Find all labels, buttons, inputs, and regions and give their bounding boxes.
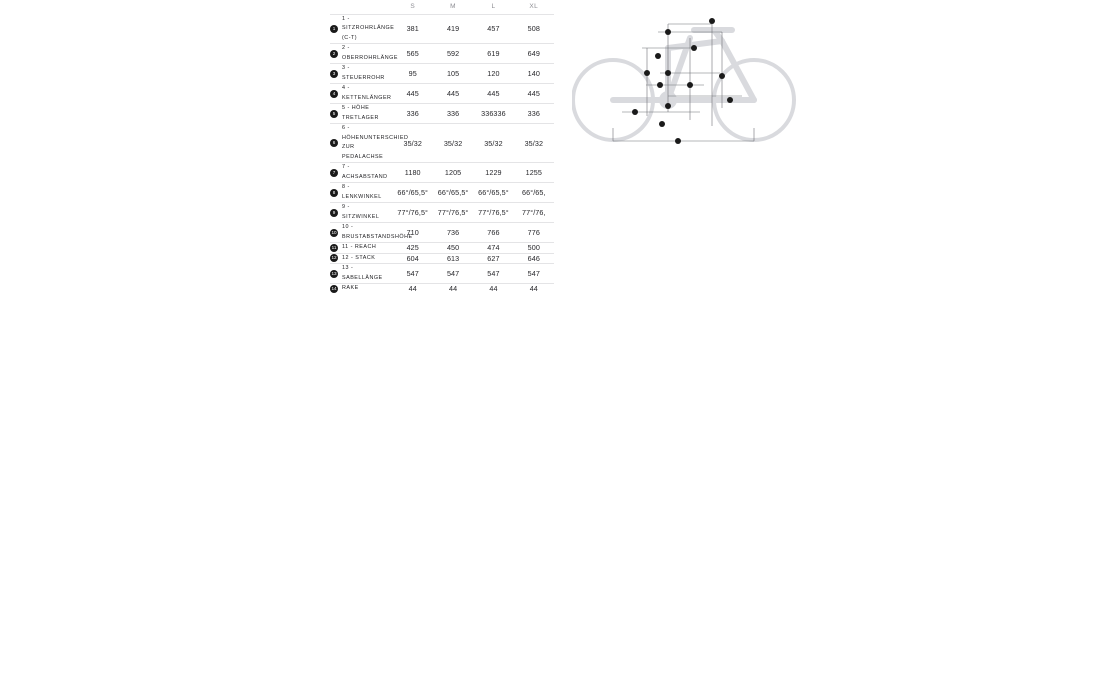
row-number-badge: 11 — [331, 244, 337, 250]
row-number-badge: 3 — [330, 70, 338, 78]
table-cell: 547 — [527, 269, 540, 278]
table-cell: 457 — [487, 24, 500, 34]
table-header-row — [330, 0, 554, 14]
table-cell: 445 — [406, 89, 419, 98]
table-cell: 336 — [527, 109, 540, 118]
table-cell: 547 — [446, 269, 460, 278]
table-cell: 1229 — [485, 168, 502, 177]
row-label-cell — [330, 64, 393, 84]
table-cell: 1205 — [444, 168, 462, 177]
row-label: 6 - HÖHENUNTERSCHIED ZUR PEDALACHSE — [342, 125, 409, 160]
table-row — [330, 243, 554, 254]
row-label: 9 - SITZWINKEL — [342, 204, 380, 220]
table-cell: 66°/65,5° — [478, 188, 509, 197]
table-cell: 77°/76,5° — [397, 208, 429, 217]
row-label: 2 - OBERROHRLÄNGE — [342, 45, 398, 61]
table-cell: 565 — [406, 49, 419, 58]
table-cell: 336336 — [481, 109, 506, 118]
row-number-badge: 4 — [330, 90, 338, 98]
table-cell: 66°/65,5° — [437, 188, 469, 197]
table-cell: 547 — [406, 269, 419, 278]
table-cell: 776 — [527, 228, 540, 237]
table-row — [330, 44, 554, 64]
table-cell: 336 — [406, 109, 419, 118]
table-row — [330, 284, 554, 294]
table-cell: 35/32 — [443, 138, 463, 148]
bike-geometry-diagram — [572, 8, 802, 148]
geometry-table — [330, 0, 554, 294]
row-label: 10 - BRUSTABSTANDSHÖHE — [342, 224, 413, 240]
table-cell: 44 — [529, 284, 538, 294]
table-row — [330, 223, 554, 243]
row-number-badge: 5 — [330, 110, 338, 118]
row-label: 7 - ACHSABSTAND — [342, 164, 388, 180]
table-cell: 95 — [408, 69, 417, 78]
row-number-badge: 10 — [331, 229, 337, 235]
row-label-cell — [330, 124, 409, 163]
table-cell: 77°/76,5° — [478, 208, 509, 217]
table-cell: 736 — [446, 228, 460, 237]
row-number-badge: 1 — [330, 25, 338, 33]
row-number-badge: 6 — [330, 139, 338, 147]
row-number-badge: 9 — [330, 209, 338, 217]
row-label-cell — [330, 183, 393, 203]
row-label-cell — [330, 104, 393, 124]
table-cell: 44 — [448, 284, 458, 294]
table-row — [330, 253, 554, 264]
row-label: RAKE — [342, 285, 359, 291]
table-row — [330, 264, 554, 284]
table-cell: 105 — [446, 69, 460, 78]
row-label: 8 - LENKWINKEL — [342, 184, 382, 200]
table-row — [330, 124, 554, 163]
row-number-badge: 8 — [330, 189, 338, 197]
table-cell: 35/32 — [524, 138, 544, 148]
table-row — [330, 104, 554, 124]
table-row — [330, 84, 554, 104]
table-cell: 604 — [406, 253, 419, 263]
table-cell: 1255 — [525, 168, 542, 177]
table-cell: 336 — [446, 109, 460, 118]
table-cell: 66°/65, — [522, 188, 546, 197]
table-cell: 592 — [446, 49, 460, 58]
table-row — [330, 14, 554, 44]
table-body — [330, 14, 554, 294]
row-label-cell — [330, 284, 393, 294]
table-cell: 44 — [489, 284, 498, 294]
table-cell: 425 — [406, 243, 419, 253]
table-cell: 44 — [408, 284, 417, 294]
row-label-cell — [330, 14, 393, 44]
table-cell: 77°/76,5° — [437, 208, 469, 217]
row-number-badge: 13 — [331, 270, 337, 276]
table-cell: 649 — [527, 49, 540, 58]
table-row — [330, 64, 554, 84]
row-label: 11 - REACH — [342, 244, 377, 250]
column-header-s: S — [410, 2, 416, 10]
table-cell: 627 — [487, 253, 500, 263]
table-cell: 1180 — [404, 168, 421, 177]
row-number-badge: 12 — [331, 255, 337, 261]
row-label: 4 - KETTENLÄNGER — [342, 85, 392, 101]
row-label-cell — [330, 163, 393, 183]
row-label: 3 - STEUERROHR — [342, 65, 385, 81]
table-cell: 710 — [406, 228, 419, 237]
table-cell: 445 — [446, 89, 460, 98]
table-cell: 646 — [527, 253, 540, 263]
table-cell: 613 — [446, 253, 460, 263]
row-number-badge: 14 — [331, 285, 337, 291]
table-header — [330, 0, 554, 14]
table-cell: 445 — [527, 89, 540, 98]
table-cell: 77°/76, — [522, 208, 546, 217]
row-label-cell — [330, 203, 393, 223]
column-header-l: L — [491, 2, 496, 10]
column-header-m: M — [450, 2, 456, 10]
table-row — [330, 183, 554, 203]
table-cell: 35/32 — [484, 138, 503, 148]
table-cell: 35/32 — [403, 138, 422, 148]
table-cell: 500 — [527, 243, 540, 253]
table-cell: 120 — [487, 69, 500, 78]
table-cell: 766 — [487, 228, 500, 237]
column-header-label — [330, 0, 393, 14]
table-cell: 619 — [487, 49, 500, 58]
table-cell: 547 — [487, 269, 500, 278]
row-label: 12 - STACK — [342, 254, 376, 261]
table-cell: 474 — [487, 243, 500, 253]
row-label: 1 - SITZROHRLÄNGE (C-T) — [342, 15, 395, 41]
table-cell: 508 — [527, 24, 540, 34]
table-row — [330, 203, 554, 223]
row-label-cell — [330, 243, 393, 254]
table-cell: 450 — [446, 243, 460, 253]
row-label-cell — [330, 264, 393, 284]
table-cell: 140 — [527, 69, 540, 78]
row-label-cell — [330, 84, 393, 104]
row-number-badge: 7 — [330, 169, 338, 177]
table-cell: 66°/65,5° — [397, 188, 429, 197]
row-label: 13 - SABELLÄNGE — [342, 265, 383, 281]
row-label: 5 - HÖHE TRETLAGER — [342, 105, 379, 121]
column-header-xl: XL — [529, 2, 539, 10]
row-number-badge: 2 — [330, 50, 338, 58]
table-cell: 445 — [487, 89, 500, 98]
row-label-cell — [330, 253, 393, 264]
table-cell: 381 — [406, 24, 419, 34]
table-row — [330, 163, 554, 183]
table-cell: 419 — [446, 24, 460, 34]
row-label-cell — [330, 44, 398, 64]
